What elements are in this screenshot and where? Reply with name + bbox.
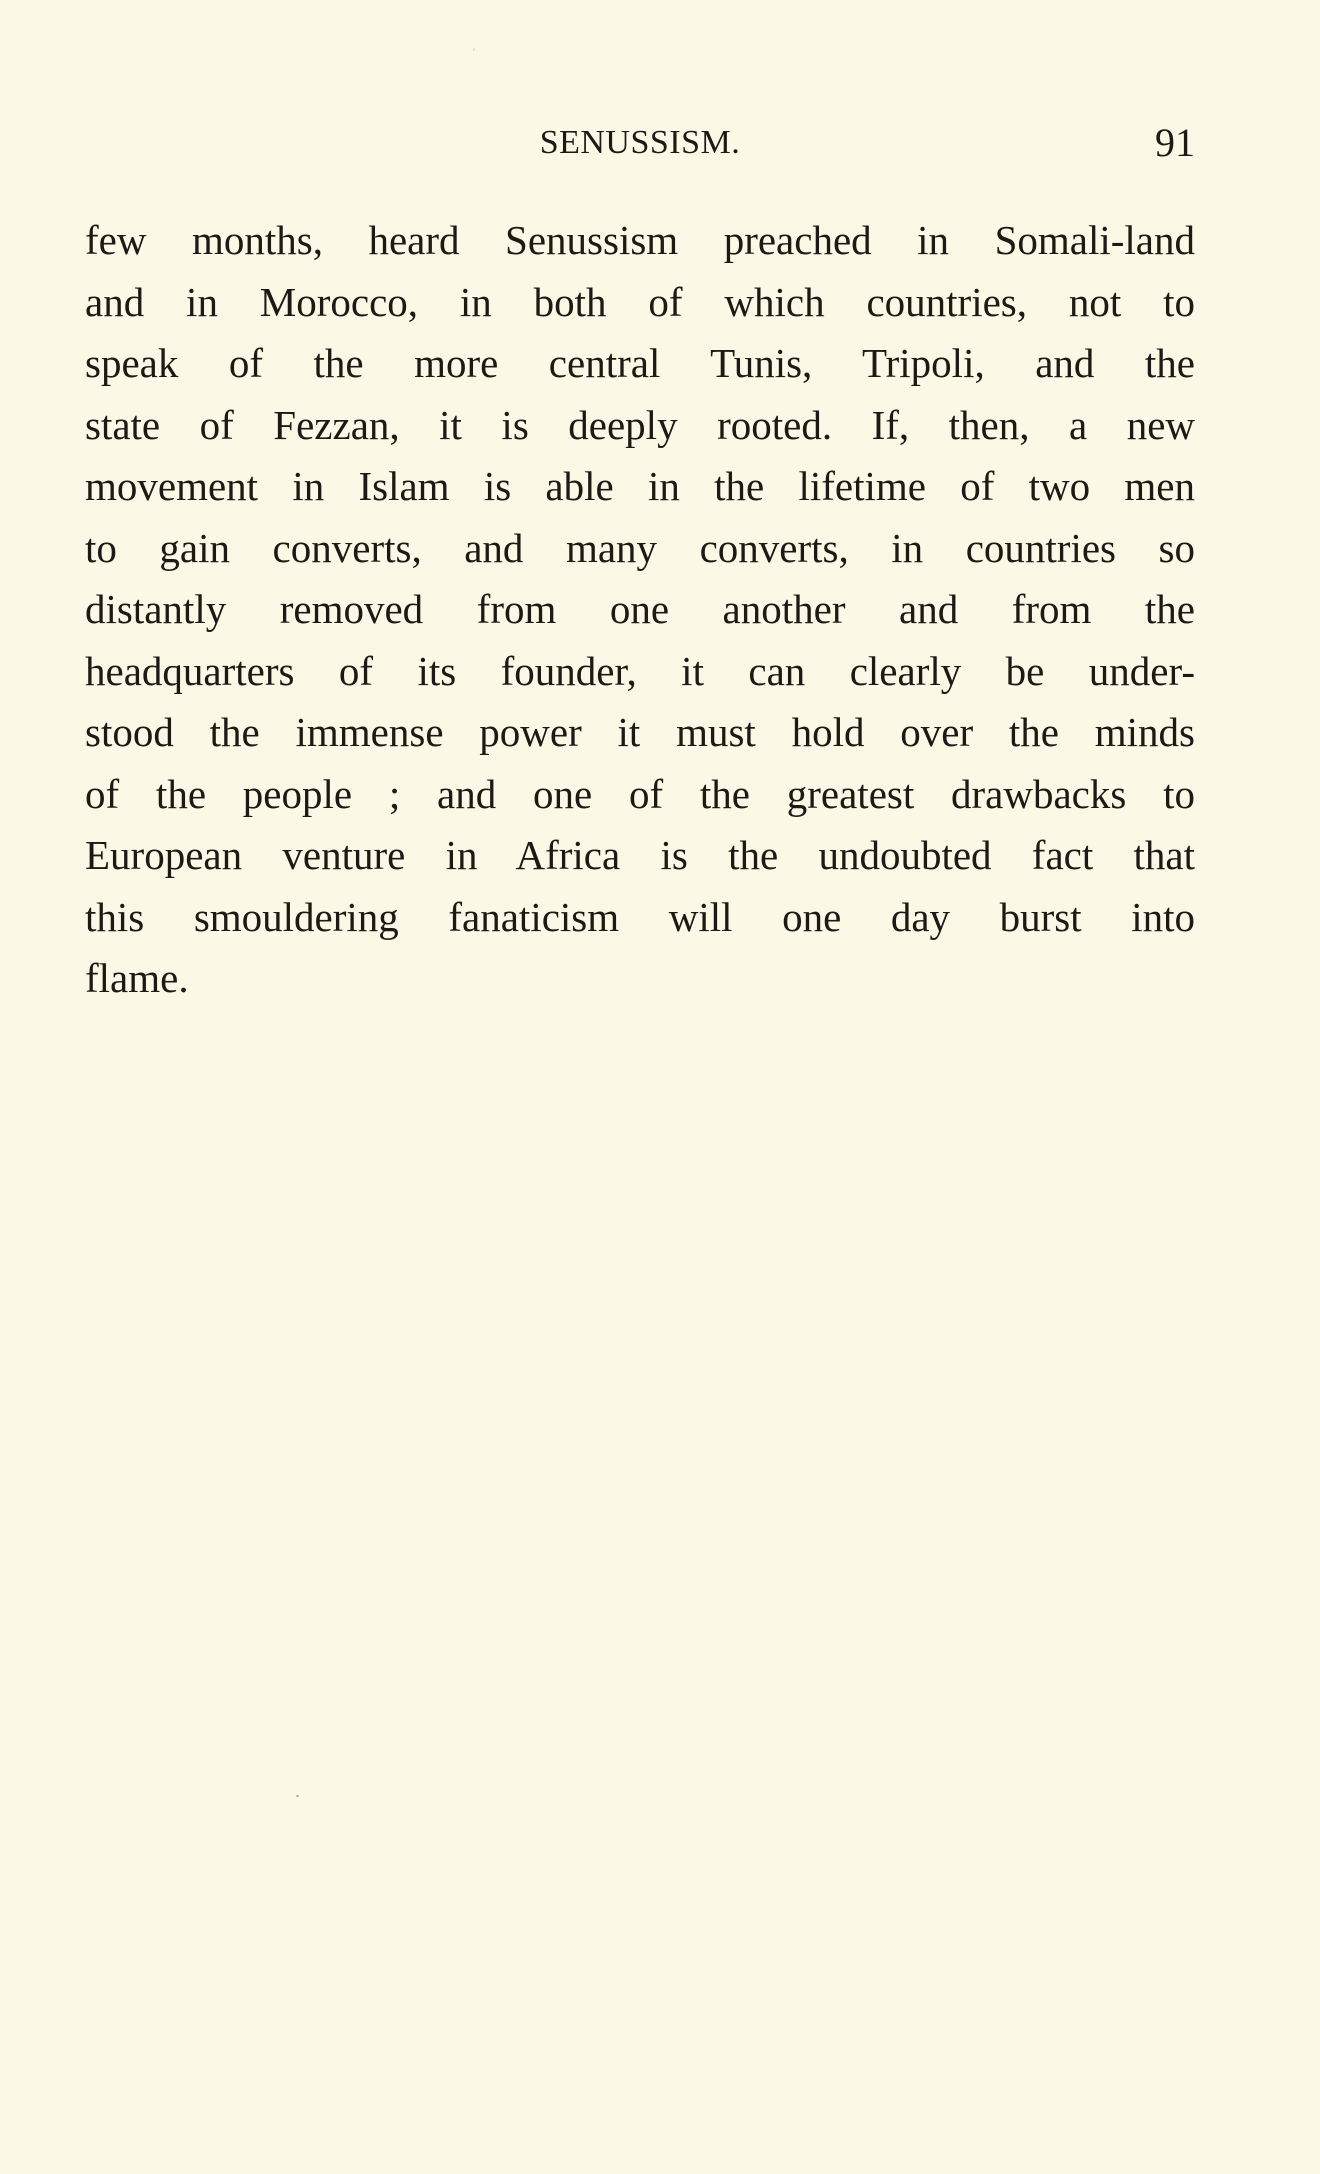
text-line: European venture in Africa is the undoubted fact that (85, 832, 1195, 878)
text-line: to gain converts, and many converts, in countries so (85, 524, 1195, 571)
body-text (85, 210, 1195, 1010)
page-number: 91 (1155, 120, 1195, 165)
running-title: SENUSSISM. (539, 124, 741, 161)
text-line: movement in Islam is able in the lifetime of two men (85, 463, 1195, 509)
paper-speck (296, 1795, 299, 1797)
text-line: distantly removed from one another and from the (85, 586, 1195, 632)
paper-speck (473, 48, 475, 51)
text-line: this smouldering fanaticism will one day burst into (85, 893, 1195, 940)
text-line: few months, heard Senussism preached in Somali-land (85, 217, 1195, 263)
text-line: of the people ; and one of the greatest drawbacks to (85, 770, 1195, 817)
text-line-last: flame. (85, 955, 189, 1001)
text-line: stood the immense power it must hold over the minds (85, 709, 1195, 755)
text-line: state of Fezzan, it is deeply rooted. If, then, a new (85, 401, 1195, 448)
running-head (85, 118, 1195, 168)
text-line: and in Morocco, in both of which countries, not to (85, 278, 1195, 325)
text-line: speak of the more central Tunis, Tripoli, and the (85, 340, 1195, 386)
text-line: headquarters of its founder, it can clearly be under- (85, 647, 1195, 694)
